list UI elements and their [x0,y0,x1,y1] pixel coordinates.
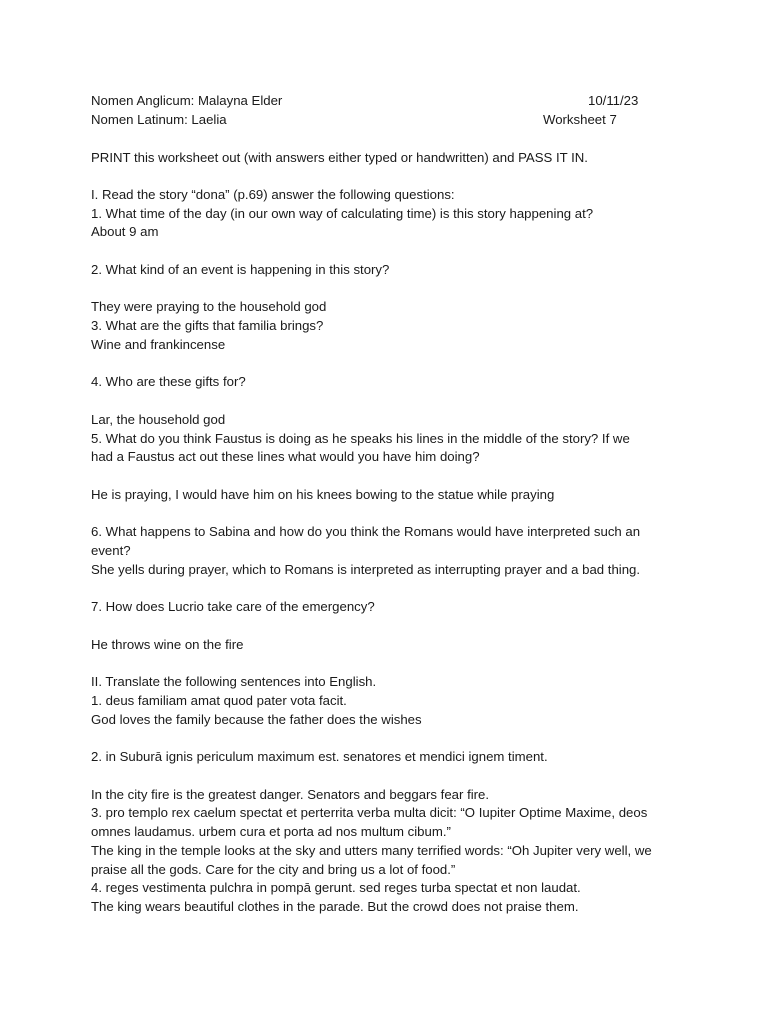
question-2-3-line-1: 3. pro templo rex caelum spectat et perterrita verba multa dicit: “O Iupiter Optime Maxime, deos [91,805,648,820]
answer-1-6: She yells during prayer, which to Romans is interpreted as interrupting prayer and a bad thing. [91,562,641,577]
answer-2-2: In the city fire is the greatest danger. Senators and beggars fear fire. [91,787,490,802]
answer-2-3-line-2: praise all the gods. Care for the city and bring us a lot of food.” [91,862,456,877]
answer-1-2: They were praying to the household god [91,299,327,314]
answer-1-3: Wine and frankincense [91,337,226,352]
question-2-4: 4. reges vestimenta pulchra in pompā gerunt. sed reges turba spectat et non laudat. [91,880,581,895]
instructions: PRINT this worksheet out (with answers either typed or handwritten) and PASS IT IN. [91,150,588,165]
date: 10/11/23 [588,93,639,108]
answer-1-1: About 9 am [91,224,159,239]
question-1-5-line-1: 5. What do you think Faustus is doing as he speaks his lines in the middle of the story? If we [91,431,630,446]
question-2-2: 2. in Suburā ignis periculum maximum est. senatores et mendici ignem timent. [91,749,548,764]
answer-2-4: The king wears beautiful clothes in the parade. But the crowd does not praise them. [91,899,579,914]
worksheet-number: Worksheet 7 [543,112,617,127]
english-name: Nomen Anglicum: Malayna Elder [91,93,283,108]
question-1-1: 1. What time of the day (in our own way of calculating time) is this story happening at? [91,206,594,221]
answer-1-4: Lar, the household god [91,412,226,427]
question-1-6-line-1: 6. What happens to Sabina and how do you think the Romans would have interpreted such an [91,524,641,539]
question-1-6-line-2: event? [91,543,131,558]
latin-name: Nomen Latinum: Laelia [91,112,227,127]
question-2-3-line-2: omnes laudamus. urbem cura et porta ad nos multum cibum.” [91,824,451,839]
answer-1-7: He throws wine on the fire [91,637,244,652]
question-1-4: 4. Who are these gifts for? [91,374,246,389]
question-1-3: 3. What are the gifts that familia brings? [91,318,324,333]
question-1-5-line-2: had a Faustus act out these lines what would you have him doing? [91,449,480,464]
answer-1-5: He is praying, I would have him on his knees bowing to the statue while praying [91,487,555,502]
answer-2-3-line-1: The king in the temple looks at the sky and utters many terrified words: “Oh Jupiter very well, we [91,843,652,858]
question-1-7: 7. How does Lucrio take care of the emergency? [91,599,375,614]
question-1-2: 2. What kind of an event is happening in this story? [91,262,390,277]
section-2-heading: II. Translate the following sentences into English. [91,674,377,689]
section-1-heading: I. Read the story “dona” (p.69) answer the following questions: [91,187,455,202]
answer-2-1: God loves the family because the father does the wishes [91,712,422,727]
question-2-1: 1. deus familiam amat quod pater vota facit. [91,693,347,708]
